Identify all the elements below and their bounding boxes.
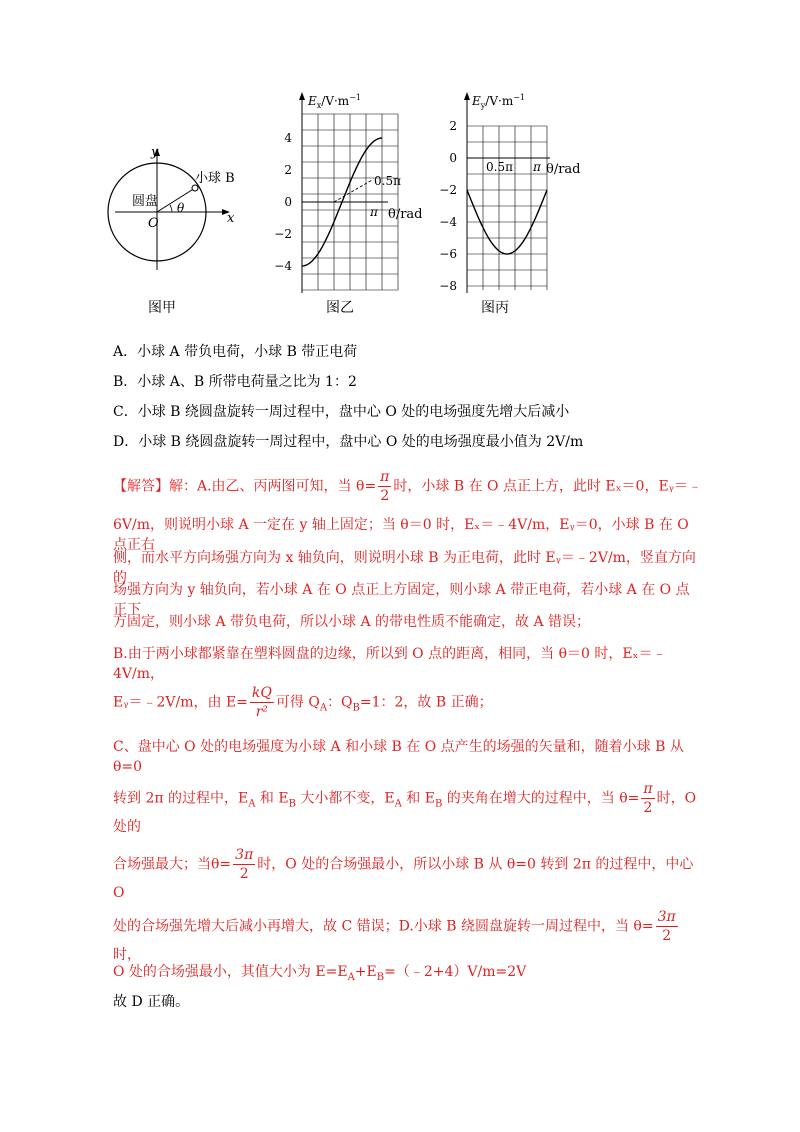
y-label: y: [151, 145, 159, 160]
tick-label: −4: [439, 215, 457, 229]
figure-jia-caption: 图甲: [148, 300, 176, 316]
option-a: A．小球 A 带负电荷，小球 B 带正电荷: [113, 344, 358, 360]
tick-label: −8: [439, 279, 457, 293]
angle-label: θ: [177, 201, 185, 215]
option-c: C．小球 B 绕圆盘旋转一周过程中，盘中心 O 处的电场强度先增大后减小: [113, 404, 570, 420]
yi-x-title: θ/rad: [388, 207, 423, 222]
yi-y-title: $E_x/V\cdot m^{-1}$: [308, 93, 361, 110]
fraction: $\frac{3\pi}{2}$: [235, 847, 254, 882]
figure-bing: [420, 88, 600, 303]
fraction: $\frac{\pi}{2}$: [643, 781, 653, 816]
solution-line-3: 侧，而水平方向场强方向为 x 轴负向，则说明小球 B 为正电荷，此时 Eᵧ＝﹣2V/m，竖直方向的: [113, 550, 696, 586]
fraction: $\frac{\pi}{2}$: [380, 469, 390, 504]
solution-line-1: 【解答】解：A.由乙、丙两图可知，当 θ= $\frac{\pi}{2}$ 时，小球 B 在 O 点正上方，此时 Eₓ＝0，Eᵧ＝﹣: [113, 469, 702, 504]
solution-line-4: 场强方向为 y 轴负向，若小球 A 在 O 点正上方固定，则小球 A 带正电荷，若小球 A 在 O 点正下: [113, 582, 690, 618]
tick-label: −6: [439, 247, 457, 261]
figure-bing-caption: 图丙: [481, 300, 509, 316]
tick-label: −2: [439, 183, 457, 197]
solution-tag: 【解答】: [113, 478, 169, 495]
solution-line-13: 故 D 正确。: [113, 994, 190, 1010]
solution-line-2: 6V/m，则说明小球 A 一定在 y 轴上固定；当 θ＝0 时，Eₓ＝﹣4V/m，Eᵧ＝0，小球 B 在 O 点正右: [113, 517, 689, 553]
solution-line-7: Eᵧ＝﹣2V/m，由 E= $\frac{kQ}{\text{r²}}$ 可得 $Q_A$：$Q_B=1$：2，故 B 正确；: [113, 685, 493, 720]
solution-line-10: 合场强最大；当θ= $\frac{3\pi}{2}$ 时，O 处的合场强最小，所以小球 B 从 θ=0 转到 2π 的过程中，中心 O: [113, 847, 694, 901]
tick-label: 4: [284, 131, 292, 145]
option-b: B．小球 A、B 所带电荷量之比为 1：2: [113, 374, 357, 390]
origin-label: O: [148, 216, 159, 231]
bing-x-title: θ/rad: [546, 162, 581, 177]
bing-y-title: $E_y/V\cdot m^{-1}$: [472, 93, 525, 110]
fraction: $\frac{3\pi}{2}$: [657, 909, 676, 944]
tick-label: 0: [284, 195, 292, 209]
solution-line-6: B.由于两小球都紧靠在塑料圆盘的边缘，所以到 O 点的距离，相同，当 θ＝0 时，Eₓ＝﹣4V/m，: [113, 646, 667, 682]
option-d: D．小球 B 绕圆盘旋转一周过程中，盘中心 O 处的电场强度最小值为 2V/m: [113, 434, 584, 450]
yi-half-pi: 0.5π: [374, 174, 401, 188]
tick-label: 2: [449, 119, 457, 133]
bing-grid: [467, 126, 547, 290]
ball-label: 小球 B: [195, 171, 235, 186]
tick-label: 2: [284, 163, 292, 177]
fraction: $\frac{kQ}{\text{r²}}$: [251, 685, 272, 720]
disk-label: 圆盘: [132, 194, 159, 209]
solution-line-11: 处的合场强先增大后减小再增大，故 C 错误；D.小球 B 绕圆盘旋转一周过程中，当 θ= $\frac{3\pi}{2}$ 时，: [113, 909, 676, 963]
solution-line-8: C、盘中心 O 处的电场强度为小球 A 和小球 B 在 O 点产生的场强的矢量和，随着小球 B 从 θ=0: [113, 739, 684, 775]
x-label: x: [227, 211, 235, 226]
solution-line-5: 方固定，则小球 A 带负电荷，所以小球 A 的带电性质不能确定，故 A 错误；: [113, 614, 591, 630]
bing-pi: π: [533, 160, 541, 174]
yi-pi: π: [370, 205, 378, 219]
tick-label: −2: [274, 227, 292, 241]
solution-line-12: O 处的合场强最小，其值大小为 $E=E_A+E_B=(﹣2+4)V/m=2V$: [113, 964, 527, 983]
bing-half-pi: 0.5π: [486, 160, 513, 174]
figure-yi: [270, 88, 440, 303]
figure-jia: [100, 130, 250, 280]
tick-label: 0: [449, 151, 457, 165]
figure-yi-caption: 图乙: [326, 300, 354, 316]
solution-line-9: 转到 2π 的过程中，$E_A$ 和 $E_B$ 大小都不变，$E_A$ 和 $E_B$ 的夹角在增大的过程中，当 θ= $\frac{\pi}{2}$ 时，O 处的: [113, 781, 697, 835]
tick-label: −4: [274, 259, 292, 273]
